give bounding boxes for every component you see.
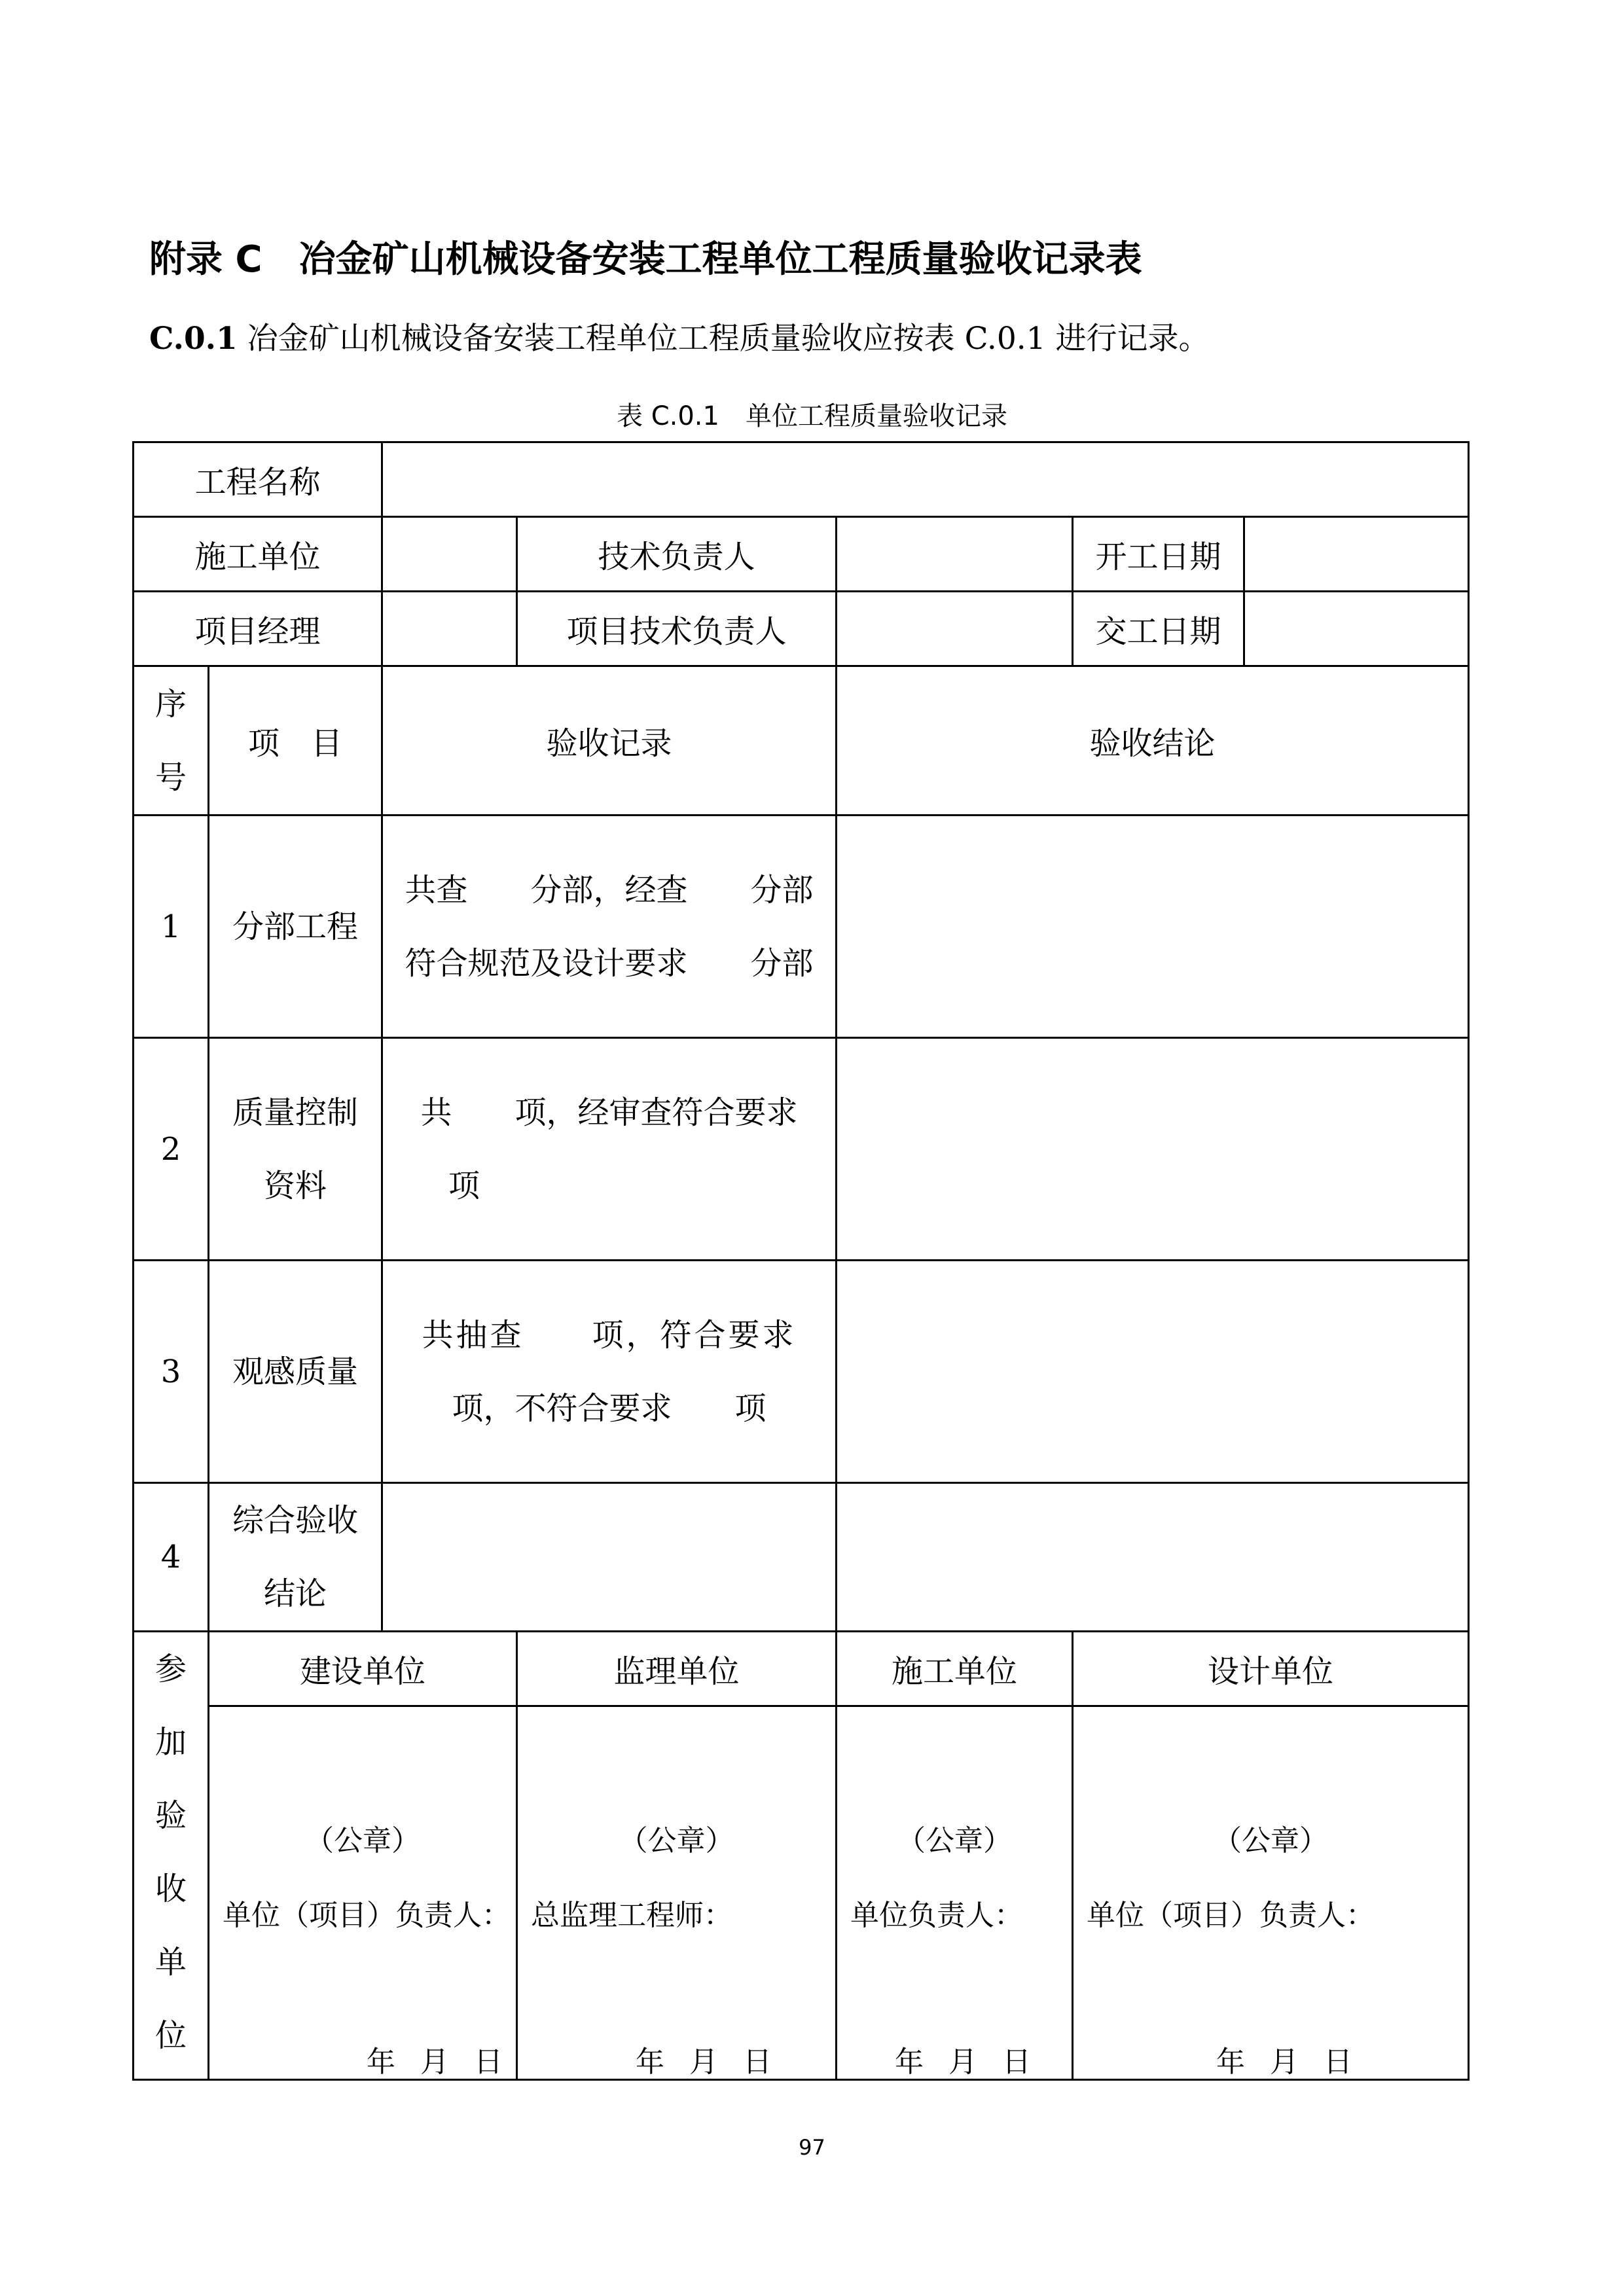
- seq-header: [134, 666, 209, 816]
- row-item-line: 综合验收: [232, 1502, 359, 1539]
- participants-label-char: 单: [154, 1944, 187, 1981]
- row-number: 2: [134, 1038, 209, 1261]
- row-conclusion[interactable]: [837, 1038, 1469, 1261]
- page-number: 97: [799, 2135, 825, 2160]
- row-item-line: 质量控制: [232, 1094, 359, 1131]
- unit-name-contractor: 施工单位: [837, 1632, 1073, 1706]
- participants-label-char: 收: [154, 1871, 187, 1907]
- unit-name-supervision: 监理单位: [517, 1632, 837, 1706]
- seal-placeholder: （公章）: [619, 1824, 734, 1857]
- clause-paragraph: [149, 314, 1210, 358]
- date-label: 年 月 日: [895, 2045, 1039, 2079]
- start-date-field[interactable]: [1244, 517, 1469, 592]
- project-tech-lead-field[interactable]: [837, 592, 1073, 666]
- row-record-line: 符合规范及设计要求 分部: [405, 944, 814, 982]
- signature-row: [134, 1706, 1469, 2080]
- acceptance-record-table: [132, 441, 1470, 2081]
- project-manager-field[interactable]: [382, 592, 517, 666]
- row-number: 4: [134, 1483, 209, 1632]
- participants-label-char: 参: [154, 1651, 187, 1687]
- appendix-prefix: 附录 C: [149, 238, 262, 281]
- conclusion-header: 验收结论: [837, 666, 1469, 816]
- table-row: [134, 517, 1469, 592]
- completion-date-label: 交工日期: [1073, 592, 1244, 666]
- row-record[interactable]: [382, 1261, 837, 1483]
- row-conclusion[interactable]: [837, 816, 1469, 1038]
- unit-name-design: 设计单位: [1073, 1632, 1469, 1706]
- project-name-field[interactable]: [382, 442, 1469, 517]
- row-number: 1: [134, 816, 209, 1038]
- table-row: [134, 1261, 1469, 1483]
- contractor-label: 施工单位: [134, 517, 382, 592]
- completion-date-field[interactable]: [1244, 592, 1469, 666]
- clause-number: C.0.1: [149, 321, 238, 357]
- table-row: [134, 592, 1469, 666]
- row-record-line: 共 项，经审查符合要求: [420, 1094, 798, 1131]
- row-record[interactable]: [382, 816, 837, 1038]
- caption-number: 表 C.0.1: [617, 401, 719, 431]
- project-name-label: 工程名称: [134, 442, 382, 517]
- row-record-line: 项，不符合要求 项: [452, 1390, 767, 1427]
- row-item-line: 资料: [264, 1167, 327, 1204]
- row-item: [209, 1038, 382, 1261]
- seq-header-char: 号: [154, 759, 187, 796]
- signature-cell-design[interactable]: [1073, 1706, 1469, 2080]
- signer-label: 单位（项目）负责人：: [1087, 1899, 1375, 1932]
- seal-placeholder: （公章）: [1213, 1824, 1329, 1857]
- signature-cell-supervision[interactable]: [517, 1706, 837, 2080]
- signer-label: 单位（项目）负责人：: [223, 1899, 511, 1932]
- unit-name-construction-owner: 建设单位: [209, 1632, 517, 1706]
- row-item-line: 观感质量: [232, 1353, 359, 1390]
- date-label: 年 月 日: [1216, 2045, 1360, 2079]
- row-record-line: 共抽查 项，符合要求: [422, 1316, 797, 1354]
- row-item: [209, 1261, 382, 1483]
- row-number: 3: [134, 1261, 209, 1483]
- participants-label-char: 位: [154, 2017, 187, 2054]
- row-record-line: 共查 分部，经查 分部: [405, 871, 814, 908]
- tech-lead-label: 技术负责人: [517, 517, 837, 592]
- date-label: 年 月 日: [636, 2045, 780, 2079]
- contractor-field[interactable]: [382, 517, 517, 592]
- row-conclusion[interactable]: [837, 1261, 1469, 1483]
- row-item: [209, 1483, 382, 1632]
- participants-label: [134, 1632, 209, 2080]
- participants-label-char: 加: [154, 1724, 187, 1761]
- date-label: 年 月 日: [367, 2045, 511, 2079]
- clause-text: 冶金矿山机械设备安装工程单位工程质量验收应按表 C.0.1 进行记录。: [247, 321, 1210, 357]
- caption-title: 单位工程质量验收记录: [745, 401, 1007, 431]
- seal-placeholder: （公章）: [305, 1824, 420, 1857]
- seq-header-char: 序: [154, 685, 187, 723]
- signature-cell-contractor[interactable]: [837, 1706, 1073, 2080]
- table-row: [134, 816, 1469, 1038]
- participants-label-char: 验: [154, 1797, 187, 1834]
- row-record-line: 项: [448, 1167, 480, 1204]
- row-item-line: 结论: [264, 1575, 327, 1612]
- appendix-title: 冶金矿山机械设备安装工程单位工程质量验收记录表: [298, 238, 1142, 281]
- row-record[interactable]: [382, 1483, 837, 1632]
- column-header-row: [134, 666, 1469, 816]
- project-tech-lead-label: 项目技术负责人: [517, 592, 837, 666]
- row-record[interactable]: [382, 1038, 837, 1261]
- signer-label: 总监理工程师：: [531, 1899, 733, 1932]
- table-row: [134, 1038, 1469, 1261]
- item-header: 项 目: [209, 666, 382, 816]
- row-item-line: 分部工程: [232, 908, 359, 945]
- participant-header-row: [134, 1632, 1469, 1706]
- appendix-heading: [149, 230, 1142, 283]
- table-caption: [0, 395, 1624, 433]
- project-manager-label: 项目经理: [134, 592, 382, 666]
- table-row: [134, 1483, 1469, 1632]
- signature-cell-construction-owner[interactable]: [209, 1706, 517, 2080]
- start-date-label: 开工日期: [1073, 517, 1244, 592]
- record-header: 验收记录: [382, 666, 837, 816]
- row-item: [209, 816, 382, 1038]
- seal-placeholder: （公章）: [897, 1824, 1013, 1857]
- table-row: [134, 442, 1469, 517]
- tech-lead-field[interactable]: [837, 517, 1073, 592]
- signer-label: 单位负责人：: [850, 1899, 1024, 1932]
- row-conclusion[interactable]: [837, 1483, 1469, 1632]
